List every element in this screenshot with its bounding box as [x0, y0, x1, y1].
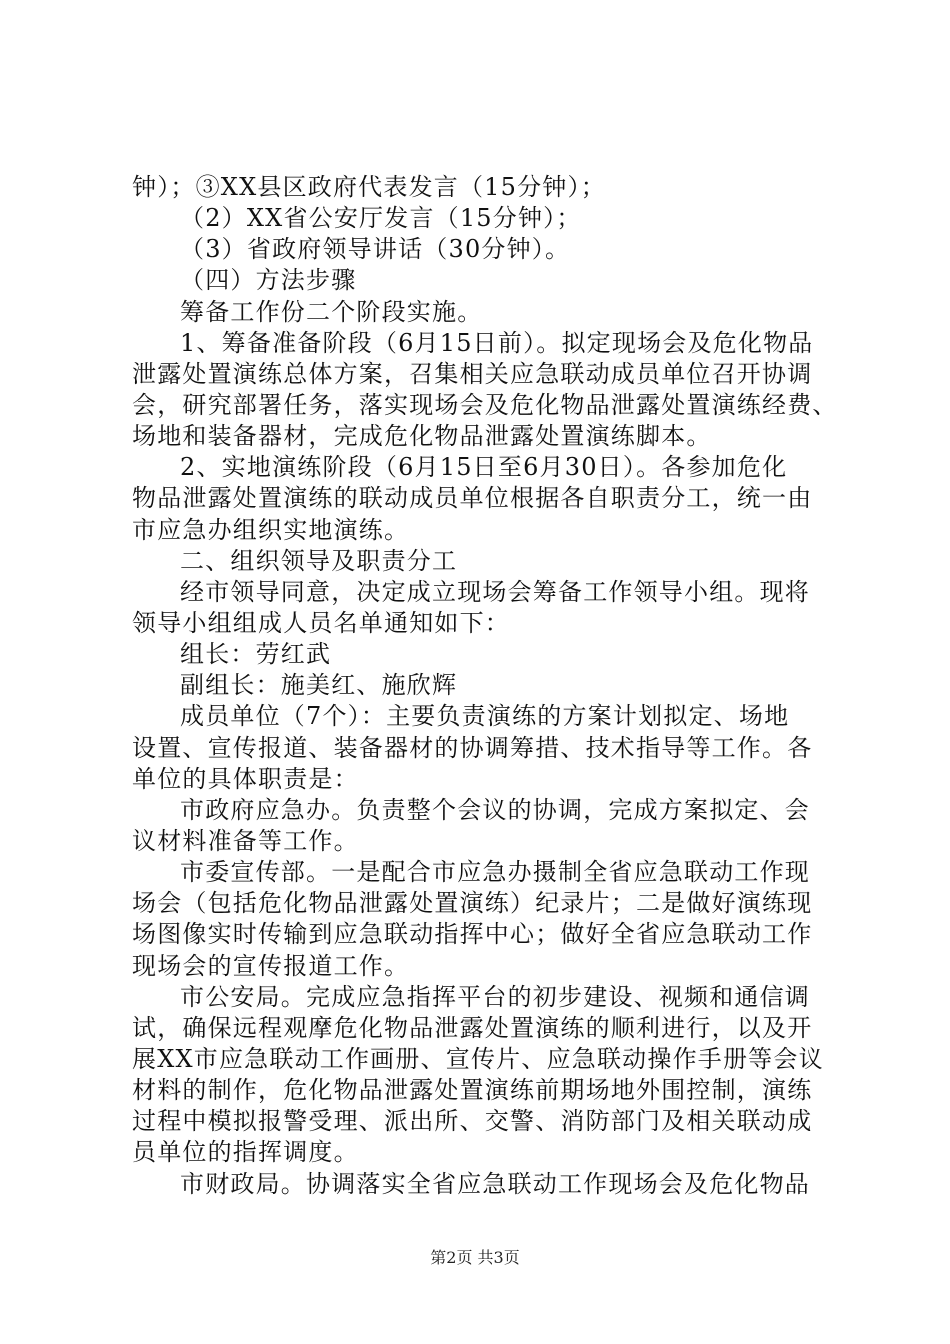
text-line: 物品泄露处置演练的联动成员单位根据各自职责分工，统一由 — [132, 484, 813, 513]
document-body — [132, 172, 838, 1200]
text-line: 市委宣传部。一是配合市应急办摄制全省应急联动工作现 — [180, 858, 810, 887]
text-line: 试，确保远程观摩危化物品泄露处置演练的顺利进行，以及开 — [132, 1013, 813, 1042]
text-line: （四）方法步骤 — [180, 266, 357, 295]
text-line: 现场会的宣传报道工作。 — [132, 951, 410, 980]
text-line: 设置、宣传报道、装备器材的协调筹措、技术指导等工作。各 — [132, 733, 813, 762]
text-line: （3）省政府领导讲话（30分钟）。 — [180, 235, 571, 264]
text-line: 钟）；③XX县区政府代表发言（15分钟）； — [132, 173, 606, 201]
page-footer: 第2页 共3页 — [430, 1248, 520, 1267]
text-line: 组长：劳红武 — [180, 640, 332, 669]
text-line: 2、实地演练阶段（6月15日至6月30日）。各参加危化 — [180, 453, 788, 482]
text-line: 筹备工作份二个阶段实施。 — [180, 297, 483, 326]
text-line: 成员单位（7个）：主要负责演练的方案计划拟定、场地 — [180, 702, 790, 731]
text-line: 市应急办组织实地演练。 — [132, 515, 410, 544]
text-line: 材料的制作，危化物品泄露处置演练前期场地外围控制，演练 — [132, 1076, 813, 1105]
text-line: 1、筹备准备阶段（6月15日前）。拟定现场会及危化物品 — [180, 328, 814, 357]
text-line: 泄露处置演练总体方案，召集相关应急联动成员单位召开协调 — [132, 359, 813, 388]
text-line: 副组长：施美红、施欣辉 — [180, 671, 458, 700]
text-line: 经市领导同意，决定成立现场会筹备工作领导小组。现将 — [180, 577, 810, 606]
text-line: 领导小组组成人员名单通知如下： — [132, 608, 510, 637]
text-line: 市公安局。完成应急指挥平台的初步建设、视频和通信调 — [180, 982, 810, 1011]
text-line: 展XX市应急联动工作画册、宣传片、应急联动操作手册等会议 — [132, 1044, 824, 1073]
text-line: 单位的具体职责是： — [132, 764, 359, 793]
text-line: （2）XX省公安厅发言（15分钟）； — [180, 204, 582, 233]
text-line: 场图像实时传输到应急联动指挥中心；做好全省应急联动工作 — [132, 920, 813, 949]
text-line: 市政府应急办。负责整个会议的协调，完成方案拟定、会 — [180, 795, 810, 824]
text-line: 市财政局。协调落实全省应急联动工作现场会及危化物品 — [180, 1169, 810, 1198]
text-line: 场地和装备器材，完成危化物品泄露处置演练脚本。 — [132, 422, 712, 451]
text-line: 员单位的指挥调度。 — [132, 1138, 359, 1167]
text-line: 议材料准备等工作。 — [132, 826, 359, 855]
text-line: 会，研究部署任务，落实现场会及危化物品泄露处置演练经费、 — [132, 390, 838, 419]
text-line: 场会（包括危化物品泄露处置演练）纪录片；二是做好演练现 — [132, 889, 813, 918]
text-line: 过程中模拟报警受理、派出所、交警、消防部门及相关联动成 — [132, 1107, 813, 1136]
text-line: 二、组织领导及职责分工 — [180, 546, 458, 575]
